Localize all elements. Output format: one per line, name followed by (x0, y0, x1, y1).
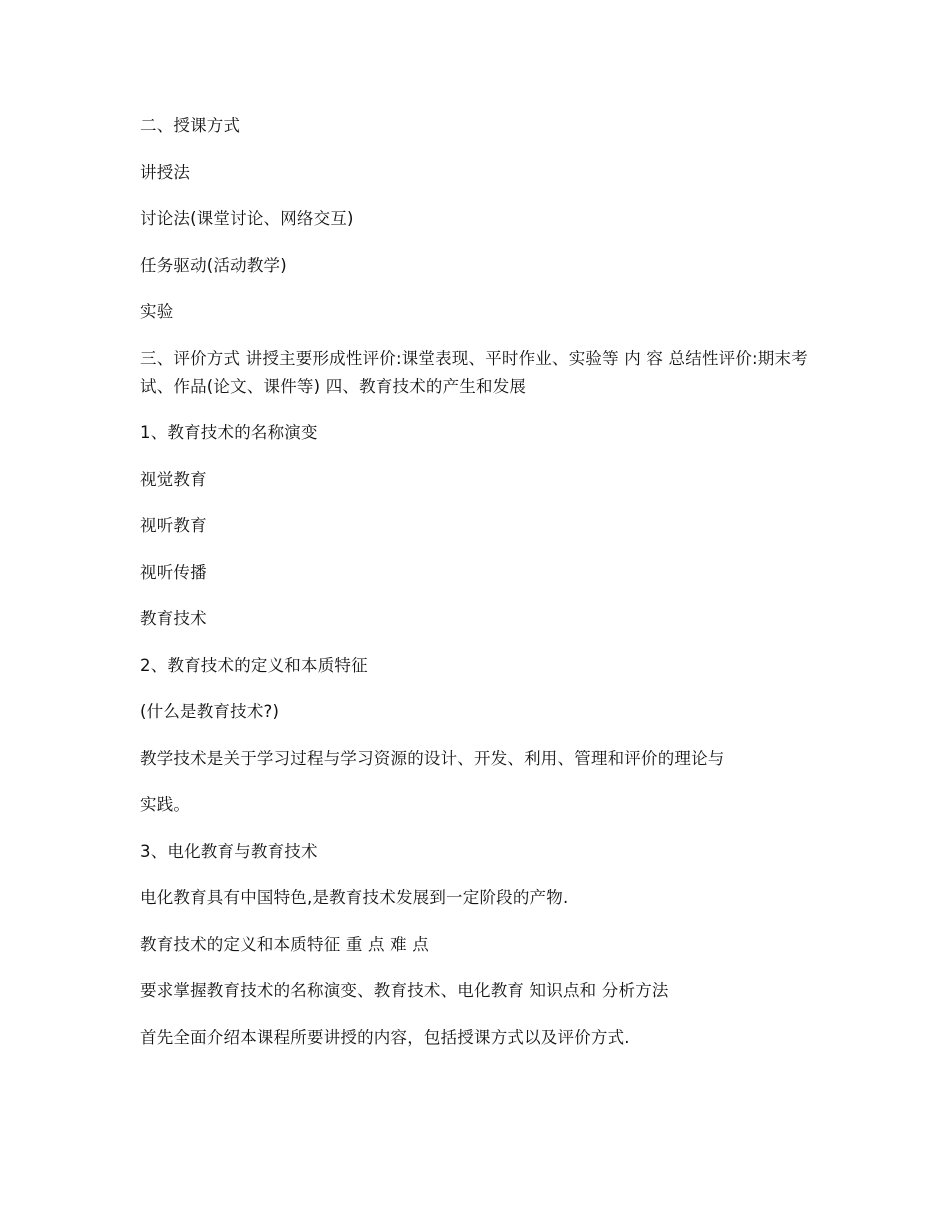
method-task-driven: 任务驱动(活动教学) (140, 255, 287, 275)
definition-text-end: 实践。 (140, 795, 191, 814)
document-body (140, 112, 820, 1070)
subheading-electrified-education: 3、电化教育与教育技术 (140, 841, 318, 861)
method-experiment: 实验 (140, 302, 174, 321)
question-what-is-edtech: (什么是教育技术?) (140, 702, 280, 721)
subheading-definition: 2、教育技术的定义和本质特征 (140, 655, 368, 675)
term-visual-education: 视觉教育 (140, 469, 207, 489)
method-lecture: 讲授法 (140, 162, 191, 182)
electrified-education-text: 电化教育具有中国特色,是教育技术发展到一定阶段的产物. (140, 888, 569, 907)
section-heading-teaching-methods: 二、授课方式 (140, 116, 241, 135)
definition-text: 教学技术是关于学习过程与学习资源的设计、开发、利用、管理和评价的理论与 (140, 748, 725, 768)
section-evaluation-methods: 三、评价方式 讲授主要形成性评价:课堂表现、平时作业、实验等 内 容 总结性评价:期末考试、作品(论文、课件等) 四、教育技术的产生和发展 (140, 348, 808, 396)
method-discussion: 讨论法(课堂讨论、网络交互) (140, 209, 354, 228)
term-audiovisual-communication: 视听传播 (140, 562, 207, 582)
subheading-name-evolution: 1、教育技术的名称演变 (140, 423, 318, 442)
key-difficult-points: 教育技术的定义和本质特征 重 点 难 点 (140, 934, 429, 954)
term-audiovisual-education: 视听教育 (140, 516, 207, 535)
term-educational-technology: 教育技术 (140, 609, 207, 628)
course-intro-text: 首先全面介绍本课程所要讲授的内容，包括授课方式以及评价方式. (140, 1027, 630, 1047)
requirements-text: 要求掌握教育技术的名称演变、教育技术、电化教育 知识点和 分析方法 (140, 981, 669, 1000)
